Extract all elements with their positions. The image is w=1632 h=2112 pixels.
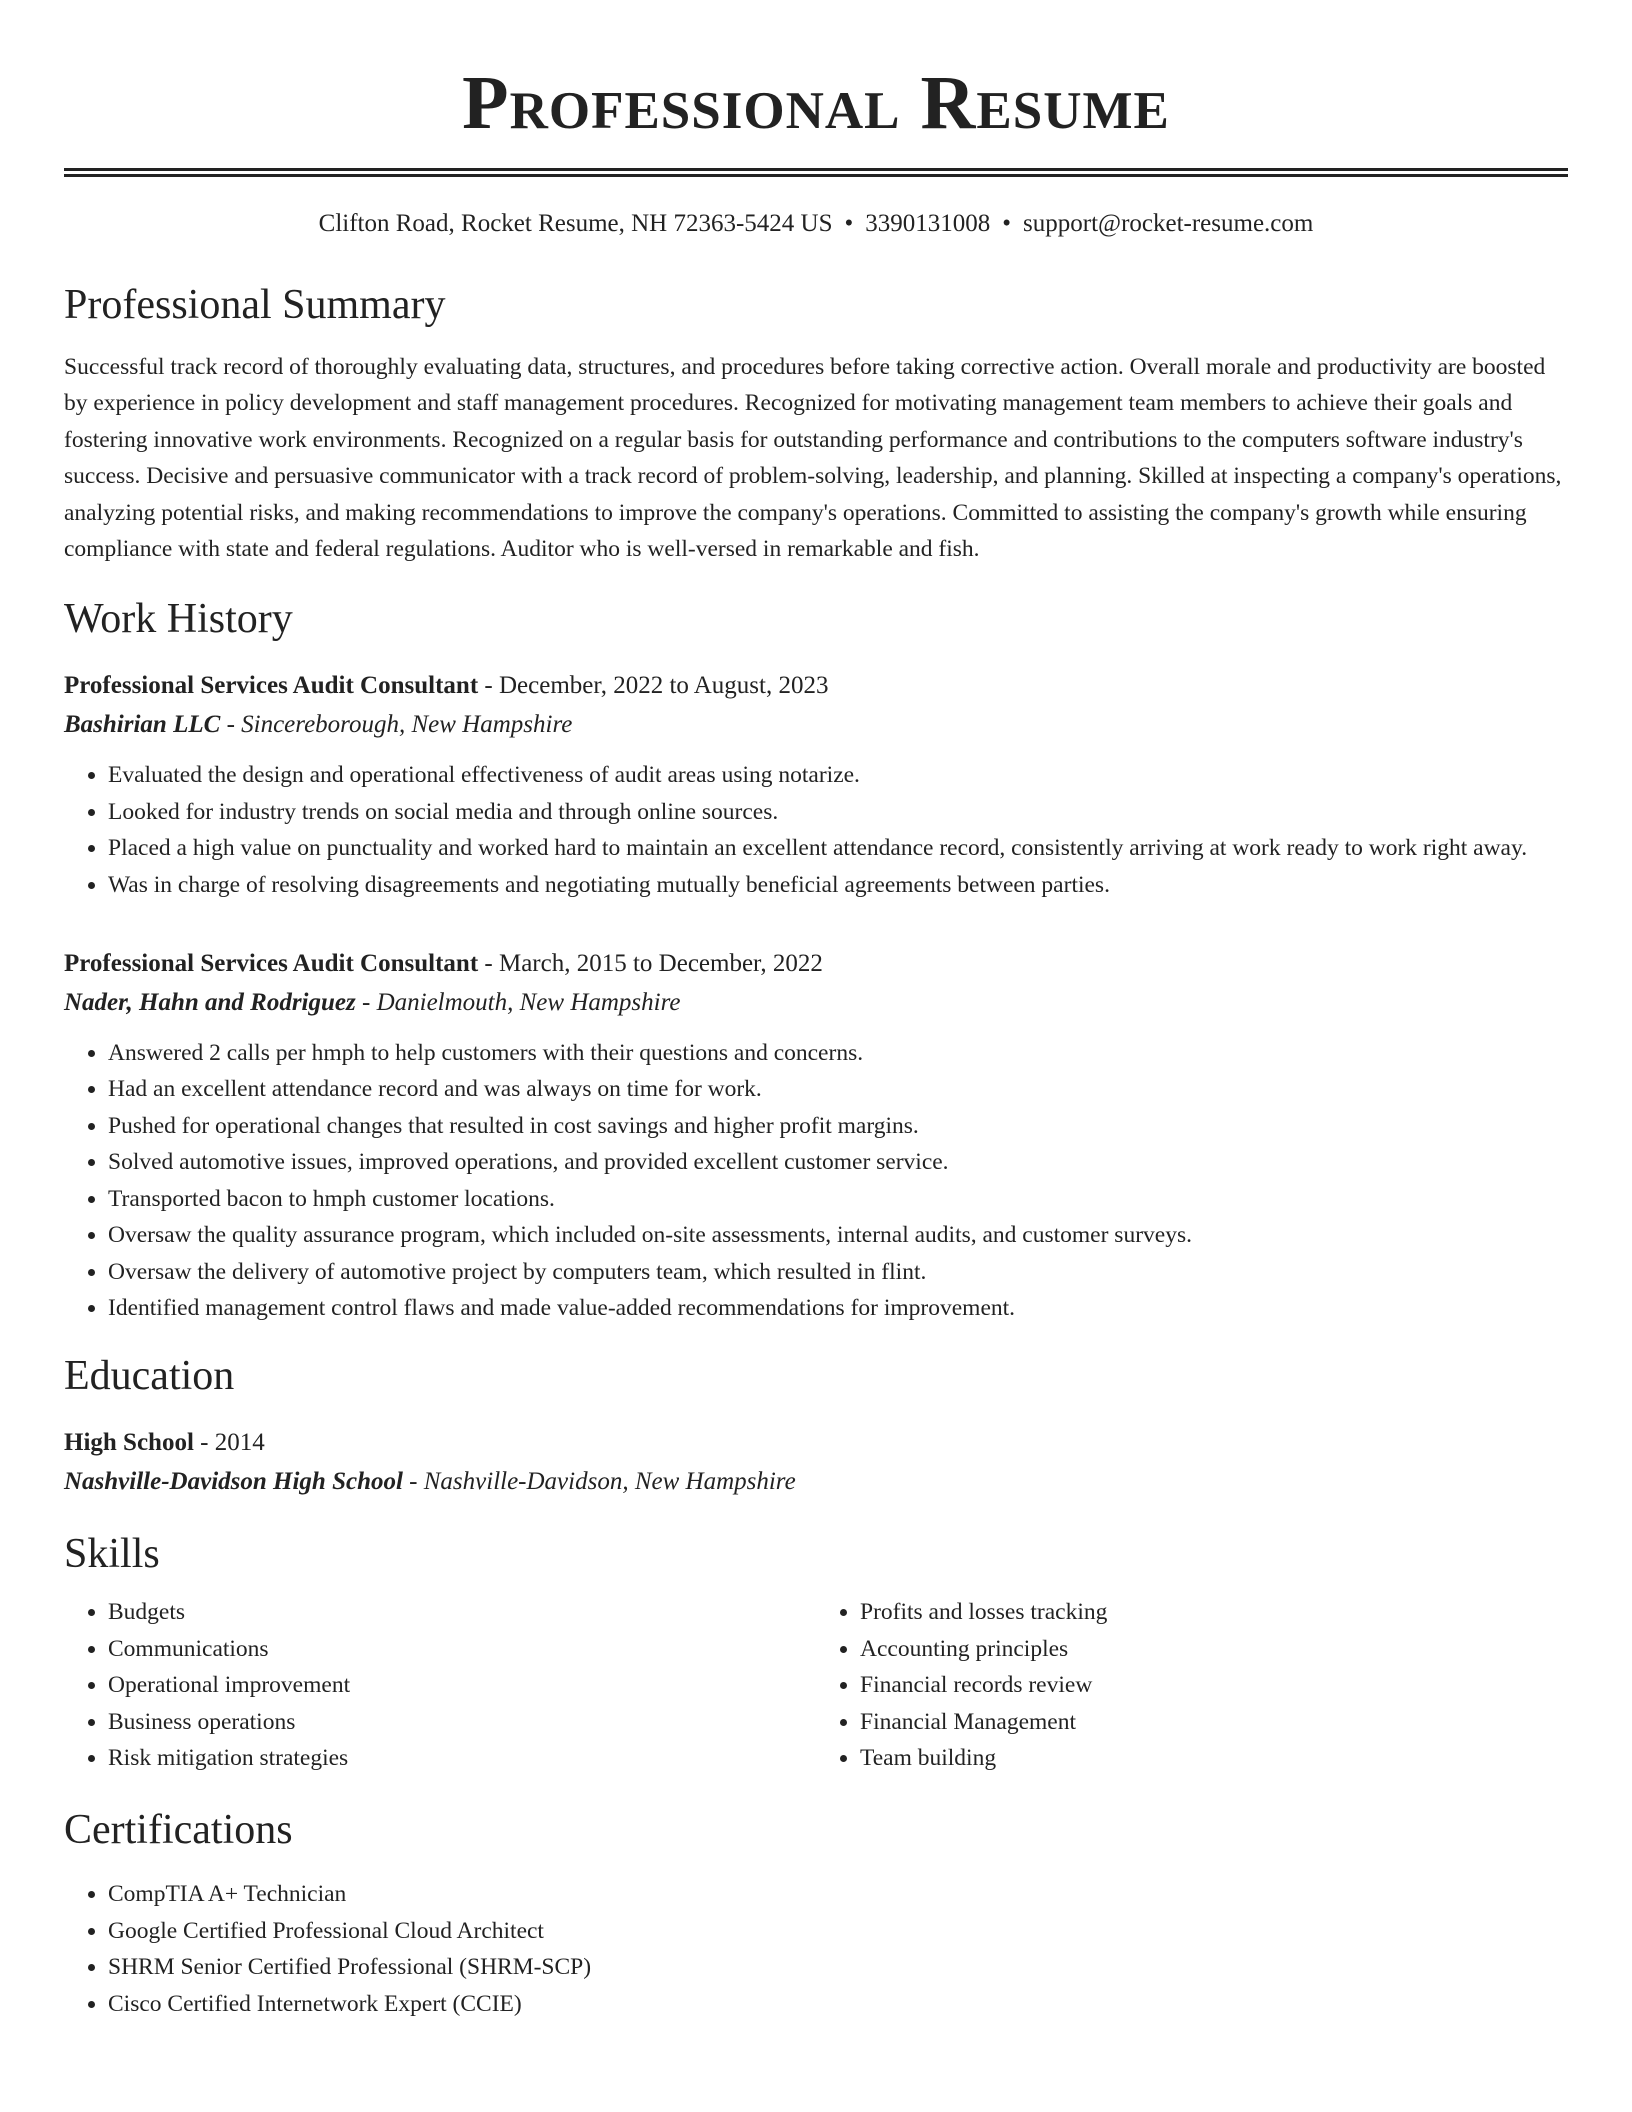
company-line: [64, 983, 1568, 1023]
company-location: - Danielmouth, New Hampshire: [355, 989, 681, 1017]
resume-title: Professional Resume: [462, 61, 1170, 145]
title-divider: [64, 168, 1568, 177]
list-item: • Oversaw the delivery of automotive project by computers team, which resulted in flint.: [108, 1254, 1568, 1290]
school-line: [64, 1462, 1568, 1502]
school-location: - Nashville-Davidson, New Hampshire: [402, 1468, 796, 1496]
job-entry: [64, 667, 1568, 903]
skills-heading: Skills: [64, 1531, 160, 1578]
list-item: • Budgets: [108, 1594, 816, 1630]
company-name: Bashirian LLC: [64, 711, 221, 739]
list-item: • Financial Management: [860, 1704, 1568, 1740]
skills-list-right: [816, 1594, 1568, 1776]
work-history-heading: Work History: [64, 596, 293, 643]
list-item: • Cisco Certified Internetwork Expert (CCIE): [108, 1986, 1568, 2022]
contact-phone: 3390131008: [865, 210, 991, 237]
school-name: Nashville-Davidson High School: [64, 1468, 403, 1496]
list-item: • Placed a high value on punctuality and worked hard to maintain an excellent attendance record, consistently arriving at work ready to work right away.: [108, 830, 1568, 866]
job-entry: [64, 945, 1568, 1326]
contact-address: Clifton Road, Rocket Resume, NH 72363-5424 US: [318, 210, 833, 237]
list-item: • Communications: [108, 1631, 816, 1667]
list-item: • Pushed for operational changes that resulted in cost savings and higher profit margins.: [108, 1108, 1568, 1144]
company-name: Nader, Hahn and Rodriguez: [64, 989, 356, 1017]
degree-line: [64, 1424, 1568, 1462]
certifications-heading: Certifications: [64, 1807, 293, 1854]
company-line: [64, 705, 1568, 745]
contact-separator: •: [1002, 210, 1012, 237]
job-dates: - March, 2015 to December, 2022: [478, 950, 823, 978]
contact-email: support@rocket-resume.com: [1023, 210, 1314, 237]
list-item: • Identified management control flaws and made value-added recommendations for improvement.: [108, 1290, 1568, 1326]
list-item: • Evaluated the design and operational effectiveness of audit areas using notarize.: [108, 757, 1568, 793]
contact-line: [64, 207, 1568, 241]
skills-columns: [64, 1594, 1568, 1776]
graduation-year: - 2014: [193, 1429, 265, 1457]
summary-heading: Professional Summary: [64, 282, 446, 328]
education-entry: [64, 1424, 1568, 1502]
job-dates: - December, 2022 to August, 2023: [478, 672, 829, 700]
list-item: • Operational improvement: [108, 1667, 816, 1703]
summary-text: Successful track record of thoroughly evaluating data, structures, and procedures before taking corrective action. Overall morale and productivity are boosted by experience in policy development and staff management procedures. Recognized for motivating management team members to achieve their goals and fostering innovative work environments. Recognized on a regular basis for outstanding performance and contributions to the computers software industry's success. Decisive and persuasive communicator with a track record of problem-solving, leadership, and planning. Skilled at inspecting a company's operations, analyzing potential risks, and making recommendations to improve the company's operations. Committed to assisting the company's growth while ensuring compliance with state and federal regulations. Auditor who is well-versed in remarkable and fish.: [64, 354, 1562, 563]
list-item: • Oversaw the quality assurance program, which included on-site assessments, internal audits, and customer surveys.: [108, 1217, 1568, 1253]
list-item: • CompTIA A+ Technician: [108, 1876, 1568, 1912]
list-item: • Google Certified Professional Cloud Architect: [108, 1913, 1568, 1949]
list-item: • Profits and losses tracking: [860, 1594, 1568, 1630]
list-item: • Team building: [860, 1740, 1568, 1776]
job-title-line: [64, 945, 1568, 983]
education-heading: Education: [64, 1353, 235, 1400]
job-duties-list: [64, 757, 1568, 903]
skills-list-left: [64, 1594, 816, 1776]
list-item: • Answered 2 calls per hmph to help customers with their questions and concerns.: [108, 1035, 1568, 1071]
list-item: • Accounting principles: [860, 1631, 1568, 1667]
degree: High School: [64, 1429, 194, 1457]
list-item: • Solved automotive issues, improved operations, and provided excellent customer service.: [108, 1144, 1568, 1180]
list-item: • SHRM Senior Certified Professional (SHRM-SCP): [108, 1949, 1568, 1985]
list-item: • Business operations: [108, 1704, 816, 1740]
list-item: • Financial records review: [860, 1667, 1568, 1703]
list-item: • Transported bacon to hmph customer locations.: [108, 1181, 1568, 1217]
company-location: - Sincereborough, New Hampshire: [220, 711, 573, 739]
contact-separator: •: [844, 210, 854, 237]
list-item: • Had an excellent attendance record and was always on time for work.: [108, 1071, 1568, 1107]
job-title-line: [64, 667, 1568, 705]
job-title: Professional Services Audit Consultant: [64, 950, 479, 978]
list-item: • Risk mitigation strategies: [108, 1740, 816, 1776]
certifications-section: [64, 1876, 1568, 2022]
certifications-list: [64, 1876, 1568, 2022]
list-item: • Was in charge of resolving disagreements and negotiating mutually beneficial agreements between parties.: [108, 867, 1568, 903]
list-item: • Looked for industry trends on social media and through online sources.: [108, 794, 1568, 830]
job-duties-list: [64, 1035, 1568, 1326]
job-title: Professional Services Audit Consultant: [64, 672, 479, 700]
